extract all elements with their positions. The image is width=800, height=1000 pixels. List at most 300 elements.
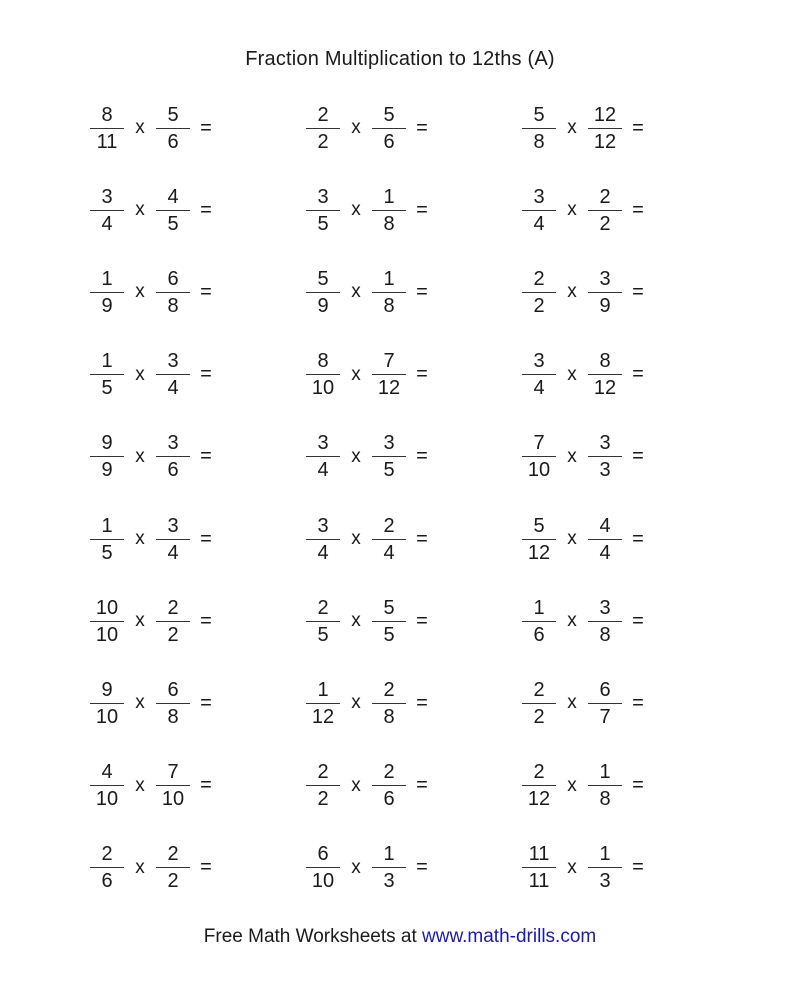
fraction-bar <box>522 703 556 704</box>
fraction-b <box>156 268 190 317</box>
numerator: 5 <box>383 596 395 619</box>
numerator: 2 <box>383 514 395 537</box>
numerator: 2 <box>317 103 329 126</box>
numerator: 2 <box>533 761 545 784</box>
numerator: 7 <box>533 432 545 455</box>
problem-r5-c2 <box>306 429 438 485</box>
numerator: 6 <box>317 843 329 866</box>
denominator: 6 <box>383 788 395 811</box>
numerator: 2 <box>317 761 329 784</box>
fraction-bar <box>156 456 190 457</box>
multiply-sign: x <box>135 117 145 138</box>
problem-r4-c2 <box>306 347 438 403</box>
denominator: 8 <box>599 788 611 811</box>
numerator: 2 <box>533 678 545 701</box>
problem-r10-c3 <box>522 840 654 896</box>
fraction-b <box>588 843 622 892</box>
denominator: 3 <box>383 870 395 893</box>
multiply-sign: x <box>135 199 145 221</box>
equals-sign: = <box>200 774 212 797</box>
multiply-sign: x <box>567 856 577 878</box>
denominator: 2 <box>167 623 179 646</box>
denominator: 10 <box>161 788 185 811</box>
fraction-a <box>522 104 556 153</box>
problem-r4-c3 <box>522 347 654 403</box>
fraction-bar <box>588 456 622 457</box>
multiply-sign: x <box>567 692 577 714</box>
fraction-b <box>372 268 406 317</box>
equals-sign: = <box>632 527 644 550</box>
fraction-b <box>588 515 622 564</box>
problem-r1-c1 <box>90 100 222 156</box>
fraction-bar <box>372 867 406 868</box>
fraction-bar <box>522 456 556 457</box>
fraction-bar <box>372 456 406 457</box>
equals-sign: = <box>416 363 428 386</box>
fraction-bar <box>372 210 406 211</box>
fraction-a <box>90 843 124 892</box>
fraction-bar <box>588 539 622 540</box>
equals-sign: = <box>632 280 644 303</box>
denominator: 8 <box>533 130 545 153</box>
multiply-sign: x <box>351 199 361 221</box>
multiply-sign: x <box>351 610 361 632</box>
fraction-bar <box>522 539 556 540</box>
denominator: 4 <box>101 212 113 235</box>
equals-sign: = <box>416 774 428 797</box>
fraction-bar <box>522 785 556 786</box>
numerator: 8 <box>599 350 611 373</box>
numerator: 1 <box>101 514 113 537</box>
denominator: 9 <box>101 459 113 482</box>
multiply-sign: x <box>567 363 577 385</box>
equals-sign: = <box>632 774 644 797</box>
equals-sign: = <box>200 609 212 632</box>
numerator: 6 <box>167 267 179 290</box>
problem-r10-c2 <box>306 840 438 896</box>
multiply-sign: x <box>567 528 577 549</box>
fraction-bar <box>588 292 622 293</box>
numerator: 3 <box>167 514 179 537</box>
fraction-a <box>90 679 124 728</box>
numerator: 9 <box>101 678 113 701</box>
denominator: 3 <box>599 870 611 893</box>
denominator: 5 <box>317 212 329 235</box>
fraction-a <box>522 843 556 892</box>
problem-r7-c1 <box>90 593 222 649</box>
fraction-bar <box>522 621 556 622</box>
denominator: 12 <box>311 705 335 728</box>
fraction-a <box>306 761 340 810</box>
fraction-bar <box>588 621 622 622</box>
fraction-bar <box>588 374 622 375</box>
multiply-sign: x <box>351 856 361 878</box>
numerator: 1 <box>533 596 545 619</box>
fraction-bar <box>90 621 124 622</box>
problem-r10-c1 <box>90 840 222 896</box>
fraction-b <box>588 679 622 728</box>
denominator: 5 <box>101 541 113 564</box>
fraction-bar <box>588 210 622 211</box>
multiply-sign: x <box>135 610 145 632</box>
denominator: 6 <box>167 130 179 153</box>
equals-sign: = <box>632 856 644 879</box>
problem-r2-c2 <box>306 182 438 238</box>
fraction-a <box>90 597 124 646</box>
numerator: 5 <box>167 103 179 126</box>
equals-sign: = <box>200 280 212 303</box>
numerator: 8 <box>101 103 113 126</box>
equals-sign: = <box>200 691 212 714</box>
denominator: 5 <box>317 623 329 646</box>
numerator: 3 <box>599 596 611 619</box>
fraction-bar <box>156 539 190 540</box>
denominator: 10 <box>95 705 119 728</box>
equals-sign: = <box>200 116 212 139</box>
numerator: 6 <box>599 678 611 701</box>
fraction-a <box>306 268 340 317</box>
denominator: 8 <box>383 705 395 728</box>
problem-r1-c2 <box>306 100 438 156</box>
fraction-bar <box>522 210 556 211</box>
denominator: 10 <box>311 377 335 400</box>
numerator: 3 <box>167 432 179 455</box>
problem-r5-c3 <box>522 429 654 485</box>
fraction-b <box>588 186 622 235</box>
fraction-b <box>588 350 622 399</box>
equals-sign: = <box>200 445 212 468</box>
multiply-sign: x <box>135 281 145 303</box>
denominator: 5 <box>101 377 113 400</box>
problem-r7-c3 <box>522 593 654 649</box>
fraction-bar <box>372 785 406 786</box>
multiply-sign: x <box>567 445 577 467</box>
problem-r9-c3 <box>522 758 654 814</box>
fraction-a <box>306 679 340 728</box>
denominator: 5 <box>383 459 395 482</box>
fraction-bar <box>156 210 190 211</box>
fraction-b <box>588 597 622 646</box>
numerator: 3 <box>599 432 611 455</box>
fraction-bar <box>306 703 340 704</box>
fraction-bar <box>156 128 190 129</box>
fraction-b <box>372 186 406 235</box>
fraction-bar <box>588 785 622 786</box>
fraction-b <box>156 679 190 728</box>
numerator: 1 <box>383 267 395 290</box>
numerator: 2 <box>317 596 329 619</box>
fraction-bar <box>588 128 622 129</box>
numerator: 5 <box>317 267 329 290</box>
fraction-a <box>306 104 340 153</box>
numerator: 4 <box>101 761 113 784</box>
fraction-b <box>372 761 406 810</box>
numerator: 12 <box>593 103 617 126</box>
numerator: 1 <box>317 678 329 701</box>
denominator: 7 <box>599 705 611 728</box>
problem-r1-c3 <box>522 100 654 156</box>
fraction-bar <box>306 210 340 211</box>
numerator: 5 <box>383 103 395 126</box>
fraction-a <box>522 186 556 235</box>
denominator: 3 <box>599 459 611 482</box>
numerator: 5 <box>533 514 545 537</box>
fraction-bar <box>90 456 124 457</box>
equals-sign: = <box>416 691 428 714</box>
fraction-b <box>588 268 622 317</box>
fraction-a <box>90 515 124 564</box>
numerator: 2 <box>167 843 179 866</box>
fraction-bar <box>522 374 556 375</box>
multiply-sign: x <box>351 445 361 467</box>
equals-sign: = <box>416 116 428 139</box>
fraction-b <box>372 679 406 728</box>
numerator: 11 <box>528 843 550 866</box>
equals-sign: = <box>632 445 644 468</box>
fraction-b <box>372 597 406 646</box>
equals-sign: = <box>416 856 428 879</box>
equals-sign: = <box>200 198 212 221</box>
equals-sign: = <box>416 445 428 468</box>
numerator: 3 <box>383 432 395 455</box>
fraction-a <box>90 350 124 399</box>
equals-sign: = <box>200 856 212 879</box>
denominator: 2 <box>533 294 545 317</box>
multiply-sign: x <box>135 528 145 549</box>
fraction-bar <box>306 621 340 622</box>
numerator: 7 <box>383 350 395 373</box>
fraction-a <box>306 350 340 399</box>
problem-r6-c1 <box>90 511 222 567</box>
fraction-b <box>588 432 622 481</box>
problem-r6-c3 <box>522 511 654 567</box>
fraction-bar <box>372 292 406 293</box>
denominator: 10 <box>95 788 119 811</box>
numerator: 2 <box>167 596 179 619</box>
numerator: 2 <box>533 267 545 290</box>
numerator: 3 <box>533 350 545 373</box>
denominator: 9 <box>101 294 113 317</box>
footer-site-link[interactable]: www.math-drills.com <box>422 926 597 947</box>
fraction-b <box>372 515 406 564</box>
fraction-a <box>90 186 124 235</box>
numerator: 4 <box>599 514 611 537</box>
numerator: 1 <box>599 843 611 866</box>
equals-sign: = <box>416 280 428 303</box>
numerator: 2 <box>599 185 611 208</box>
problem-r3-c1 <box>90 264 222 320</box>
problem-r8-c2 <box>306 675 438 731</box>
fraction-bar <box>90 128 124 129</box>
denominator: 9 <box>317 294 329 317</box>
denominator: 10 <box>527 459 551 482</box>
problem-r5-c1 <box>90 429 222 485</box>
worksheet-title: Fraction Multiplication to 12ths (A) <box>245 48 555 70</box>
numerator: 3 <box>167 350 179 373</box>
fraction-a <box>522 350 556 399</box>
denominator: 5 <box>383 623 395 646</box>
fraction-a <box>90 104 124 153</box>
fraction-b <box>156 843 190 892</box>
fraction-a <box>90 268 124 317</box>
multiply-sign: x <box>351 363 361 385</box>
multiply-sign: x <box>135 363 145 385</box>
fraction-bar <box>306 539 340 540</box>
numerator: 4 <box>167 185 179 208</box>
denominator: 5 <box>167 212 179 235</box>
equals-sign: = <box>632 198 644 221</box>
multiply-sign: x <box>351 117 361 138</box>
fraction-b <box>156 350 190 399</box>
denominator: 12 <box>527 788 551 811</box>
equals-sign: = <box>632 363 644 386</box>
equals-sign: = <box>416 609 428 632</box>
equals-sign: = <box>200 527 212 550</box>
fraction-a <box>90 432 124 481</box>
denominator: 2 <box>167 870 179 893</box>
footer-prefix: Free Math Worksheets at <box>203 926 423 947</box>
numerator: 3 <box>599 267 611 290</box>
numerator: 3 <box>317 432 329 455</box>
fraction-bar <box>90 867 124 868</box>
fraction-bar <box>156 703 190 704</box>
multiply-sign: x <box>135 856 145 878</box>
denominator: 12 <box>527 541 551 564</box>
fraction-a <box>90 761 124 810</box>
denominator: 6 <box>167 459 179 482</box>
fraction-b <box>372 104 406 153</box>
denominator: 11 <box>96 130 118 153</box>
problem-r7-c2 <box>306 593 438 649</box>
multiply-sign: x <box>567 774 577 796</box>
multiply-sign: x <box>135 445 145 467</box>
multiply-sign: x <box>351 528 361 549</box>
denominator: 4 <box>383 541 395 564</box>
footer <box>0 926 800 948</box>
fraction-a <box>522 432 556 481</box>
numerator: 1 <box>383 185 395 208</box>
denominator: 4 <box>317 459 329 482</box>
fraction-b <box>372 843 406 892</box>
numerator: 1 <box>101 267 113 290</box>
denominator: 10 <box>311 870 335 893</box>
fraction-bar <box>588 703 622 704</box>
fraction-a <box>522 268 556 317</box>
numerator: 2 <box>383 678 395 701</box>
problem-r8-c1 <box>90 675 222 731</box>
problem-r8-c3 <box>522 675 654 731</box>
fraction-bar <box>156 292 190 293</box>
denominator: 4 <box>599 541 611 564</box>
fraction-bar <box>306 374 340 375</box>
fraction-bar <box>90 292 124 293</box>
problem-r9-c1 <box>90 758 222 814</box>
multiply-sign: x <box>567 117 577 138</box>
fraction-bar <box>372 703 406 704</box>
problem-grid <box>0 100 800 900</box>
numerator: 9 <box>101 432 113 455</box>
denominator: 8 <box>167 294 179 317</box>
denominator: 4 <box>533 377 545 400</box>
denominator: 6 <box>383 130 395 153</box>
fraction-bar <box>372 539 406 540</box>
multiply-sign: x <box>135 692 145 714</box>
fraction-b <box>156 761 190 810</box>
denominator: 9 <box>599 294 611 317</box>
fraction-b <box>156 597 190 646</box>
fraction-b <box>156 104 190 153</box>
fraction-bar <box>90 210 124 211</box>
fraction-bar <box>156 785 190 786</box>
denominator: 12 <box>377 377 401 400</box>
fraction-a <box>522 761 556 810</box>
fraction-a <box>306 515 340 564</box>
denominator: 8 <box>167 705 179 728</box>
fraction-a <box>306 432 340 481</box>
fraction-a <box>522 597 556 646</box>
problem-r4-c1 <box>90 347 222 403</box>
numerator: 3 <box>317 514 329 537</box>
fraction-bar <box>372 621 406 622</box>
denominator: 8 <box>383 294 395 317</box>
fraction-bar <box>522 867 556 868</box>
denominator: 6 <box>101 870 113 893</box>
denominator: 12 <box>593 130 617 153</box>
fraction-a <box>306 597 340 646</box>
multiply-sign: x <box>351 774 361 796</box>
equals-sign: = <box>416 527 428 550</box>
multiply-sign: x <box>351 281 361 303</box>
fraction-bar <box>306 867 340 868</box>
denominator: 4 <box>533 212 545 235</box>
multiply-sign: x <box>135 774 145 796</box>
numerator: 2 <box>101 843 113 866</box>
denominator: 8 <box>599 623 611 646</box>
numerator: 3 <box>317 185 329 208</box>
numerator: 3 <box>101 185 113 208</box>
denominator: 2 <box>317 788 329 811</box>
denominator: 2 <box>317 130 329 153</box>
fraction-a <box>306 843 340 892</box>
denominator: 4 <box>167 377 179 400</box>
problem-r3-c3 <box>522 264 654 320</box>
numerator: 2 <box>383 761 395 784</box>
fraction-bar <box>306 128 340 129</box>
fraction-bar <box>306 785 340 786</box>
fraction-a <box>522 515 556 564</box>
multiply-sign: x <box>567 281 577 303</box>
equals-sign: = <box>632 691 644 714</box>
fraction-b <box>372 350 406 399</box>
equals-sign: = <box>632 116 644 139</box>
denominator: 11 <box>528 870 550 893</box>
multiply-sign: x <box>351 692 361 714</box>
fraction-bar <box>156 374 190 375</box>
denominator: 12 <box>593 377 617 400</box>
numerator: 10 <box>95 596 119 619</box>
multiply-sign: x <box>567 610 577 632</box>
denominator: 4 <box>167 541 179 564</box>
fraction-bar <box>90 539 124 540</box>
denominator: 6 <box>533 623 545 646</box>
denominator: 2 <box>533 705 545 728</box>
numerator: 3 <box>533 185 545 208</box>
numerator: 1 <box>599 761 611 784</box>
fraction-b <box>588 104 622 153</box>
fraction-bar <box>588 867 622 868</box>
fraction-bar <box>306 292 340 293</box>
fraction-a <box>306 186 340 235</box>
